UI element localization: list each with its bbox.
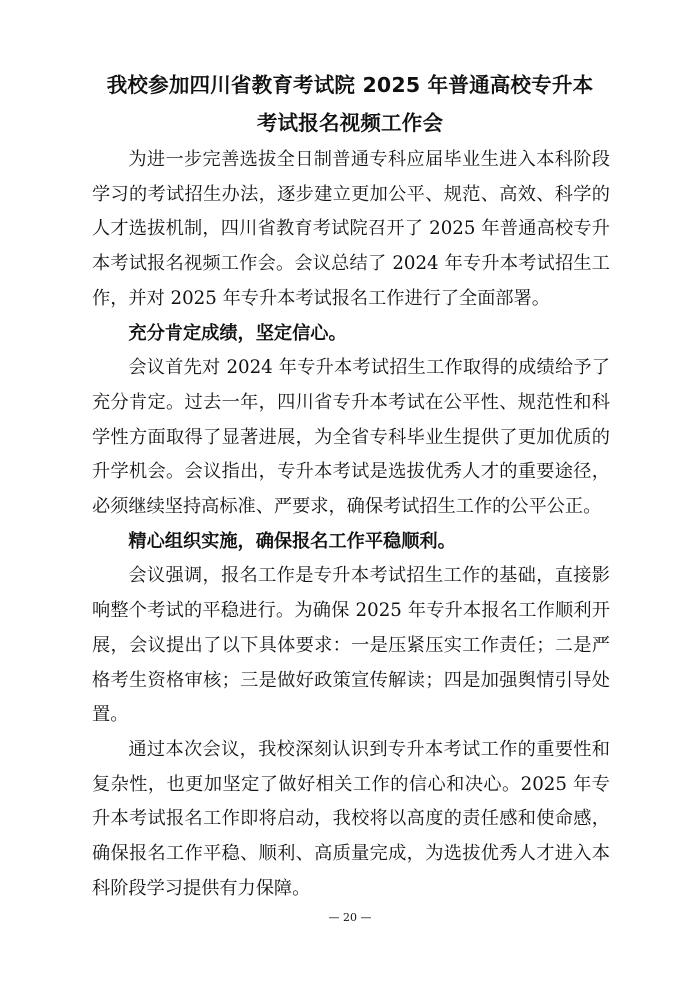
page-number: — 20 — [328,911,372,924]
title-line-1: 我校参加四川省教育考试院 2025 年普通高校专升本 [106,73,594,97]
article-body [92,143,610,906]
section-heading-organize: 精心组织实施，确保报名工作平稳顺利。 [128,530,456,552]
paragraph-intro: 为进一步完善选拔全日制普通专科应届毕业生进入本科阶段学习的考试招生办法，逐步建立更加公平、规范、高效、科学的人才选拔机制，四川省教育考试院召开了 2025 年普通高校专升本考试报名视频工作会。会议总结了 2024 年专升本考试招生工作，并对 2025 年专升本考试报名工作进行了全面部署。 [92,149,610,309]
paragraph-requirements: 会议强调，报名工作是专升本考试招生工作的基础，直接影响整个考试的平稳进行。为确保 2025 年专升本报名工作顺利开展，会议提出了以下具体要求：一是压紧压实工作责任；二是严格考生资格审核；三是做好政策宣传解读；四是加强舆情引导处置。 [92,565,610,726]
paragraph-conclusion: 通过本次会议，我校深刻认识到专升本考试工作的重要性和复杂性，也更加坚定了做好相关工作的信心和决心。2025 年专升本考试报名工作即将启动，我校将以高度的责任感和使命感，确保报名工作平稳、顺利、高质量完成，为选拔优秀人才进入本科阶段学习提供有力保障。 [92,738,610,899]
section-heading-affirm: 充分肯定成绩，坚定信心。 [128,322,347,344]
title-line-2: 考试报名视频工作会 [256,111,444,135]
paragraph-affirm: 会议首先对 2024 年专升本考试招生工作取得的成绩给予了充分肯定。过去一年，四川省专升本考试在公平性、规范性和科学性方面取得了显著进展，为全省专科毕业生提供了更加优质的升学机会。会议指出，专升本考试是选拔优秀人才的重要途径，必须继续坚持高标准、严要求，确保考试招生工作的公平公正。 [92,357,610,518]
